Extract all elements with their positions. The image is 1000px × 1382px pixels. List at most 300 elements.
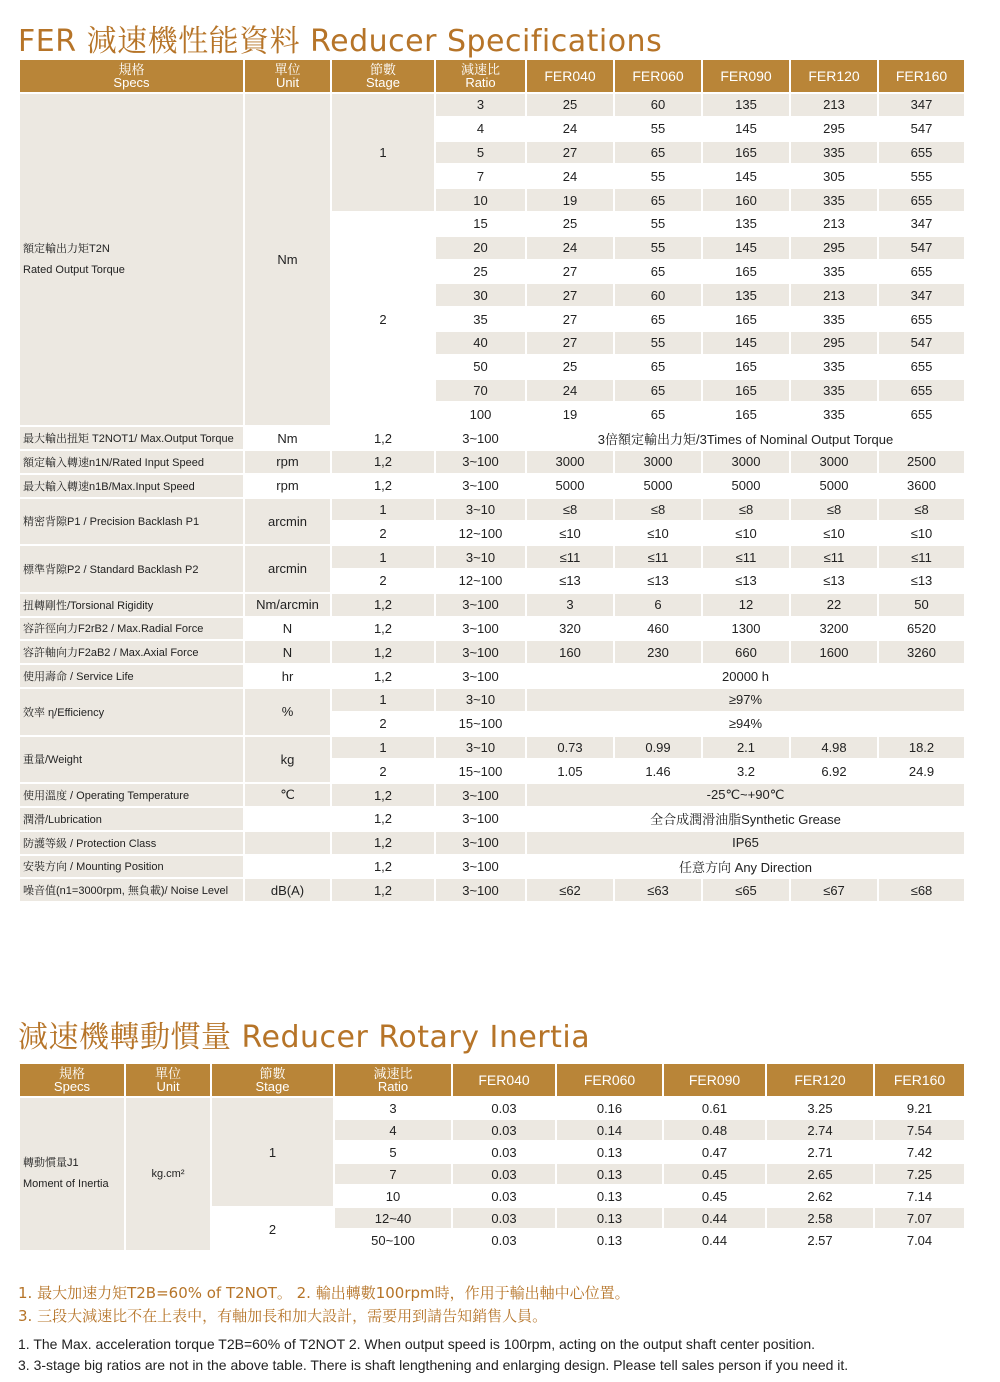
value-cell: 25 xyxy=(526,212,614,236)
value-cell: 0.03 xyxy=(452,1141,556,1163)
value-cell: 347 xyxy=(878,283,965,307)
unit-cell: dB(A) xyxy=(244,878,331,902)
row-label: 最大輸入轉速n1B/Max.Input Speed xyxy=(19,474,244,498)
stage-cell: 2 xyxy=(331,521,435,545)
value-cell: 145 xyxy=(702,331,790,355)
table-row xyxy=(19,807,965,831)
value-cell: 24 xyxy=(526,164,614,188)
table-row xyxy=(19,878,965,902)
unit-cell: N xyxy=(244,640,331,664)
ratio-cell: 3~100 xyxy=(435,450,526,474)
table-row xyxy=(19,93,965,117)
value-cell: 547 xyxy=(878,117,965,141)
value-cell: 65 xyxy=(614,355,702,379)
value-cell: 460 xyxy=(614,617,702,641)
header-ratio: 減速比 Ratio xyxy=(435,59,526,93)
value-cell: 1.46 xyxy=(614,759,702,783)
value-cell: 0.03 xyxy=(452,1207,556,1229)
row-label: 安裝方向 / Mounting Position xyxy=(19,855,244,879)
ratio-cell: 35 xyxy=(435,307,526,331)
unit-cell: kg xyxy=(244,736,331,784)
ratio-cell: 40 xyxy=(435,331,526,355)
unit-cell xyxy=(244,831,331,855)
value-cell: 335 xyxy=(790,379,878,403)
value-cell: 0.03 xyxy=(452,1185,556,1207)
value-cell: 295 xyxy=(790,331,878,355)
value-cell: 547 xyxy=(878,331,965,355)
value-cell: 135 xyxy=(702,212,790,236)
value-cell: 25 xyxy=(526,355,614,379)
value-cell: 19 xyxy=(526,402,614,426)
stage-cell: 1 xyxy=(331,688,435,712)
value-cell: 55 xyxy=(614,212,702,236)
merged-value-cell: -25℃~+90℃ xyxy=(526,783,965,807)
value-cell: 655 xyxy=(878,402,965,426)
value-cell: 2.74 xyxy=(766,1119,874,1141)
row-label: 標準背隙P2 / Standard Backlash P2 xyxy=(19,545,244,593)
row-label: 使用溫度 / Operating Temperature xyxy=(19,783,244,807)
value-cell: 0.48 xyxy=(663,1119,766,1141)
value-cell: 3 xyxy=(526,593,614,617)
value-cell: 0.14 xyxy=(556,1119,663,1141)
value-cell: 3000 xyxy=(614,450,702,474)
stage-cell: 1,2 xyxy=(331,450,435,474)
value-cell: 335 xyxy=(790,307,878,331)
stage-cell: 1,2 xyxy=(331,617,435,641)
ratio-cell: 3~10 xyxy=(435,736,526,760)
value-cell: 655 xyxy=(878,141,965,165)
value-cell: ≤13 xyxy=(526,569,614,593)
value-cell: ≤8 xyxy=(790,498,878,522)
row-label: 防護等級 / Protection Class xyxy=(19,831,244,855)
header-stage: 節數 Stage xyxy=(211,1063,334,1097)
value-cell: 230 xyxy=(614,640,702,664)
value-cell: 55 xyxy=(614,117,702,141)
stage-cell: 2 xyxy=(331,759,435,783)
value-cell: ≤62 xyxy=(526,878,614,902)
value-cell: 24 xyxy=(526,117,614,141)
merged-value-cell: 全合成潤滑油脂Synthetic Grease xyxy=(526,807,965,831)
ratio-cell: 3~100 xyxy=(435,855,526,879)
value-cell: 213 xyxy=(790,93,878,117)
value-cell: 60 xyxy=(614,283,702,307)
value-cell: 7.42 xyxy=(874,1141,965,1163)
value-cell: 0.45 xyxy=(663,1163,766,1185)
value-cell: 3600 xyxy=(878,474,965,498)
value-cell: ≤11 xyxy=(614,545,702,569)
value-cell: ≤11 xyxy=(526,545,614,569)
table-row xyxy=(19,664,965,688)
value-cell: 19 xyxy=(526,188,614,212)
header-ratio: 減速比 Ratio xyxy=(334,1063,452,1097)
table-row xyxy=(19,593,965,617)
stage-cell: 2 xyxy=(331,212,435,426)
unit-cell: Nm/arcmin xyxy=(244,593,331,617)
value-cell: 27 xyxy=(526,283,614,307)
value-cell: 65 xyxy=(614,379,702,403)
value-cell: 0.99 xyxy=(614,736,702,760)
value-cell: 55 xyxy=(614,164,702,188)
value-cell: ≤13 xyxy=(614,569,702,593)
value-cell: ≤13 xyxy=(878,569,965,593)
table-row xyxy=(19,688,965,712)
ratio-cell: 7 xyxy=(334,1163,452,1185)
value-cell: 3000 xyxy=(790,450,878,474)
value-cell: 50 xyxy=(878,593,965,617)
value-cell: 547 xyxy=(878,236,965,260)
value-cell: ≤11 xyxy=(702,545,790,569)
note-en-1: 1. The Max. acceleration torque T2B=60% of T2NOT 2. When output speed is 100rpm, acting on the output shaft center position. xyxy=(18,1336,816,1352)
value-cell: ≤13 xyxy=(790,569,878,593)
value-cell: 213 xyxy=(790,283,878,307)
reducer-spec-table xyxy=(18,58,966,903)
value-cell: ≤10 xyxy=(878,521,965,545)
ratio-cell: 7 xyxy=(435,164,526,188)
value-cell: 65 xyxy=(614,188,702,212)
value-cell: 7.54 xyxy=(874,1119,965,1141)
unit-cell xyxy=(244,807,331,831)
value-cell: 6520 xyxy=(878,617,965,641)
value-cell: 655 xyxy=(878,379,965,403)
header-model: FER120 xyxy=(790,59,878,93)
value-cell: 295 xyxy=(790,117,878,141)
value-cell: 5000 xyxy=(614,474,702,498)
unit-cell: arcmin xyxy=(244,498,331,546)
row-label: 容許徑向力F2rB2 / Max.Radial Force xyxy=(19,617,244,641)
ratio-cell: 3~100 xyxy=(435,474,526,498)
value-cell: 320 xyxy=(526,617,614,641)
value-cell: 2.1 xyxy=(702,736,790,760)
ratio-cell: 15 xyxy=(435,212,526,236)
unit-cell: Nm xyxy=(244,93,331,426)
header-model: FER160 xyxy=(878,59,965,93)
value-cell: ≤63 xyxy=(614,878,702,902)
merged-value-cell: 3倍額定輸出力矩/3Times of Nominal Output Torque xyxy=(526,426,965,450)
stage-cell: 1 xyxy=(331,736,435,760)
ratio-cell: 30 xyxy=(435,283,526,307)
value-cell: 655 xyxy=(878,188,965,212)
stage-cell: 1,2 xyxy=(331,878,435,902)
value-cell: 145 xyxy=(702,164,790,188)
header-model: FER040 xyxy=(452,1063,556,1097)
value-cell: 27 xyxy=(526,141,614,165)
ratio-cell: 50~100 xyxy=(334,1229,452,1251)
value-cell: ≤65 xyxy=(702,878,790,902)
ratio-cell: 3~100 xyxy=(435,783,526,807)
stage-cell: 1 xyxy=(211,1097,334,1207)
stage-cell: 1,2 xyxy=(331,783,435,807)
value-cell: ≤10 xyxy=(790,521,878,545)
value-cell: 1300 xyxy=(702,617,790,641)
value-cell: ≤11 xyxy=(790,545,878,569)
value-cell: 145 xyxy=(702,117,790,141)
row-label: 最大輸出扭矩 T2NOT1/ Max.Output Torque xyxy=(19,426,244,450)
row-label-inertia xyxy=(19,1097,125,1251)
ratio-cell: 15~100 xyxy=(435,759,526,783)
value-cell: 0.44 xyxy=(663,1207,766,1229)
ratio-cell: 3~100 xyxy=(435,640,526,664)
ratio-cell: 3~100 xyxy=(435,593,526,617)
value-cell: 2500 xyxy=(878,450,965,474)
unit-cell: kg.cm² xyxy=(125,1097,211,1251)
ratio-cell: 3~100 xyxy=(435,831,526,855)
stage-cell: 1,2 xyxy=(331,640,435,664)
header-model: FER160 xyxy=(874,1063,965,1097)
ratio-cell: 50 xyxy=(435,355,526,379)
value-cell: 655 xyxy=(878,307,965,331)
ratio-cell: 3~10 xyxy=(435,498,526,522)
value-cell: 55 xyxy=(614,331,702,355)
note-en-2: 3. 3-stage big ratios are not in the above table. There is shaft lengthening and enlarging design. Please tell sales person if you need it. xyxy=(18,1357,849,1373)
value-cell: ≤10 xyxy=(526,521,614,545)
value-cell: 1.05 xyxy=(526,759,614,783)
stage-cell: 2 xyxy=(331,569,435,593)
merged-value-cell: IP65 xyxy=(526,831,965,855)
ratio-cell: 12~100 xyxy=(435,521,526,545)
value-cell: 27 xyxy=(526,260,614,284)
table-row xyxy=(19,498,965,522)
value-cell: 65 xyxy=(614,260,702,284)
label-cn: 轉動慣量J1 xyxy=(23,1157,79,1169)
header-model: FER040 xyxy=(526,59,614,93)
value-cell: 165 xyxy=(702,141,790,165)
unit-cell: % xyxy=(244,688,331,736)
value-cell: 0.44 xyxy=(663,1229,766,1251)
ratio-cell: 3~100 xyxy=(435,426,526,450)
header-model: FER120 xyxy=(766,1063,874,1097)
value-cell: 0.45 xyxy=(663,1185,766,1207)
stage-cell: 1,2 xyxy=(331,593,435,617)
label-en: Moment of Inertia xyxy=(23,1178,109,1190)
value-cell: 160 xyxy=(702,188,790,212)
value-cell: 65 xyxy=(614,141,702,165)
stage-cell: 1,2 xyxy=(331,426,435,450)
unit-cell xyxy=(244,855,331,879)
ratio-cell: 12~100 xyxy=(435,569,526,593)
value-cell: 335 xyxy=(790,402,878,426)
value-cell: 165 xyxy=(702,260,790,284)
row-label: 額定輸入轉速n1N/Rated Input Speed xyxy=(19,450,244,474)
value-cell: 347 xyxy=(878,93,965,117)
value-cell: ≤11 xyxy=(878,545,965,569)
value-cell: 3000 xyxy=(702,450,790,474)
value-cell: 3000 xyxy=(526,450,614,474)
value-cell: 1600 xyxy=(790,640,878,664)
label-en: Rated Output Torque xyxy=(23,263,125,276)
merged-value-cell: 任意方向 Any Direction xyxy=(526,855,965,879)
value-cell: 7.14 xyxy=(874,1185,965,1207)
value-cell: 0.03 xyxy=(452,1119,556,1141)
value-cell: 6 xyxy=(614,593,702,617)
unit-cell: Nm xyxy=(244,426,331,450)
header-model: FER060 xyxy=(556,1063,663,1097)
value-cell: 165 xyxy=(702,379,790,403)
ratio-cell: 4 xyxy=(334,1119,452,1141)
value-cell: 2.65 xyxy=(766,1163,874,1185)
value-cell: 0.13 xyxy=(556,1141,663,1163)
value-cell: 6.92 xyxy=(790,759,878,783)
value-cell: 5000 xyxy=(702,474,790,498)
value-cell: 0.47 xyxy=(663,1141,766,1163)
row-label: 使用壽命 / Service Life xyxy=(19,664,244,688)
unit-cell: N xyxy=(244,617,331,641)
header-unit: 單位 Unit xyxy=(125,1063,211,1097)
ratio-cell: 3~10 xyxy=(435,545,526,569)
value-cell: 660 xyxy=(702,640,790,664)
value-cell: 135 xyxy=(702,93,790,117)
table-row xyxy=(19,474,965,498)
value-cell: 3.2 xyxy=(702,759,790,783)
value-cell: 27 xyxy=(526,307,614,331)
value-cell: 555 xyxy=(878,164,965,188)
note-cn-1: 1. 最大加速力矩T2B=60% of T2NOT。 2. 輸出轉數100rpm時，作用于輸出軸中心位置。 xyxy=(18,1284,630,1302)
value-cell: 0.13 xyxy=(556,1163,663,1185)
ratio-cell: 5 xyxy=(334,1141,452,1163)
merged-value-cell: ≥94% xyxy=(526,712,965,736)
ratio-cell: 3 xyxy=(435,93,526,117)
header-unit: 單位 Unit xyxy=(244,59,331,93)
value-cell: 60 xyxy=(614,93,702,117)
header-model: FER090 xyxy=(663,1063,766,1097)
spec-table-body xyxy=(19,93,965,902)
ratio-cell: 3~100 xyxy=(435,617,526,641)
table-row xyxy=(19,1097,965,1119)
page-title: FER 減速機性能資料 Reducer Specifications xyxy=(18,24,663,59)
value-cell: 5000 xyxy=(526,474,614,498)
table-row xyxy=(19,617,965,641)
ratio-cell: 10 xyxy=(334,1185,452,1207)
value-cell: 7.07 xyxy=(874,1207,965,1229)
inertia-table-body xyxy=(19,1097,965,1251)
value-cell: 0.13 xyxy=(556,1207,663,1229)
value-cell: 2.58 xyxy=(766,1207,874,1229)
value-cell: 0.03 xyxy=(452,1229,556,1251)
note-cn-2: 3. 三段大減速比不在上表中，有軸加長和加大設計，需要用到請告知銷售人員。 xyxy=(18,1307,548,1325)
value-cell: ≤8 xyxy=(614,498,702,522)
value-cell: 7.04 xyxy=(874,1229,965,1251)
value-cell: 3260 xyxy=(878,640,965,664)
value-cell: 0.61 xyxy=(663,1097,766,1119)
stage-cell: 1 xyxy=(331,498,435,522)
value-cell: ≤10 xyxy=(614,521,702,545)
ratio-cell: 3 xyxy=(334,1097,452,1119)
value-cell: 295 xyxy=(790,236,878,260)
value-cell: 65 xyxy=(614,402,702,426)
unit-cell: rpm xyxy=(244,450,331,474)
value-cell: 0.16 xyxy=(556,1097,663,1119)
table-row xyxy=(19,426,965,450)
unit-cell: arcmin xyxy=(244,545,331,593)
value-cell: 0.03 xyxy=(452,1163,556,1185)
notes-chinese xyxy=(18,1282,630,1328)
value-cell: 160 xyxy=(526,640,614,664)
stage-cell: 1,2 xyxy=(331,831,435,855)
value-cell: 2.62 xyxy=(766,1185,874,1207)
table-row xyxy=(19,450,965,474)
value-cell: 0.13 xyxy=(556,1229,663,1251)
value-cell: ≤8 xyxy=(878,498,965,522)
value-cell: 165 xyxy=(702,402,790,426)
value-cell: 347 xyxy=(878,212,965,236)
value-cell: ≤10 xyxy=(702,521,790,545)
value-cell: 135 xyxy=(702,283,790,307)
value-cell: 9.21 xyxy=(874,1097,965,1119)
row-label: 容許軸向力F2aB2 / Max.Axial Force xyxy=(19,640,244,664)
unit-cell: rpm xyxy=(244,474,331,498)
value-cell: 4.98 xyxy=(790,736,878,760)
table-row xyxy=(19,640,965,664)
value-cell: ≤8 xyxy=(526,498,614,522)
ratio-cell: 4 xyxy=(435,117,526,141)
ratio-cell: 100 xyxy=(435,402,526,426)
header-stage: 節數 Stage xyxy=(331,59,435,93)
stage-cell: 2 xyxy=(331,712,435,736)
ratio-cell: 10 xyxy=(435,188,526,212)
value-cell: 24 xyxy=(526,379,614,403)
value-cell: ≤67 xyxy=(790,878,878,902)
unit-cell: hr xyxy=(244,664,331,688)
ratio-cell: 25 xyxy=(435,260,526,284)
ratio-cell: 70 xyxy=(435,379,526,403)
notes-english xyxy=(18,1334,848,1376)
header-model: FER090 xyxy=(702,59,790,93)
value-cell: 145 xyxy=(702,236,790,260)
row-label: 噪音值(n1=3000rpm, 無負載)/ Noise Level xyxy=(19,878,244,902)
value-cell: ≤8 xyxy=(702,498,790,522)
header-model: FER060 xyxy=(614,59,702,93)
header-specs: 規格 Specs xyxy=(19,59,244,93)
value-cell: 335 xyxy=(790,188,878,212)
header-specs: 規格 Specs xyxy=(19,1063,125,1097)
row-label: 效率 η/Efficiency xyxy=(19,688,244,736)
row-label: 扭轉剛性/Torsional Rigidity xyxy=(19,593,244,617)
row-label-rated-torque xyxy=(19,93,244,426)
table-row xyxy=(19,736,965,760)
value-cell: 0.73 xyxy=(526,736,614,760)
merged-value-cell: ≥97% xyxy=(526,688,965,712)
stage-cell: 1,2 xyxy=(331,664,435,688)
ratio-cell: 5 xyxy=(435,141,526,165)
row-label: 精密背隙P1 / Precision Backlash P1 xyxy=(19,498,244,546)
row-label: 潤滑/Lubrication xyxy=(19,807,244,831)
value-cell: 24 xyxy=(526,236,614,260)
stage-cell: 1,2 xyxy=(331,855,435,879)
value-cell: 12 xyxy=(702,593,790,617)
stage-cell: 2 xyxy=(211,1207,334,1251)
value-cell: 25 xyxy=(526,93,614,117)
value-cell: 24.9 xyxy=(878,759,965,783)
ratio-cell: 3~10 xyxy=(435,688,526,712)
value-cell: 55 xyxy=(614,236,702,260)
value-cell: 0.13 xyxy=(556,1185,663,1207)
value-cell: 655 xyxy=(878,260,965,284)
rotary-inertia-table xyxy=(18,1062,966,1252)
table-row xyxy=(19,783,965,807)
value-cell: 2.71 xyxy=(766,1141,874,1163)
row-label: 重量/Weight xyxy=(19,736,244,784)
value-cell: 22 xyxy=(790,593,878,617)
section-title: 減速機轉動慣量 Reducer Rotary Inertia xyxy=(18,1020,591,1055)
value-cell: 3200 xyxy=(790,617,878,641)
merged-value-cell: 20000 h xyxy=(526,664,965,688)
value-cell: 335 xyxy=(790,355,878,379)
value-cell: 18.2 xyxy=(878,736,965,760)
value-cell: 335 xyxy=(790,260,878,284)
ratio-cell: 20 xyxy=(435,236,526,260)
value-cell: 335 xyxy=(790,141,878,165)
stage-cell: 1,2 xyxy=(331,807,435,831)
value-cell: 655 xyxy=(878,355,965,379)
